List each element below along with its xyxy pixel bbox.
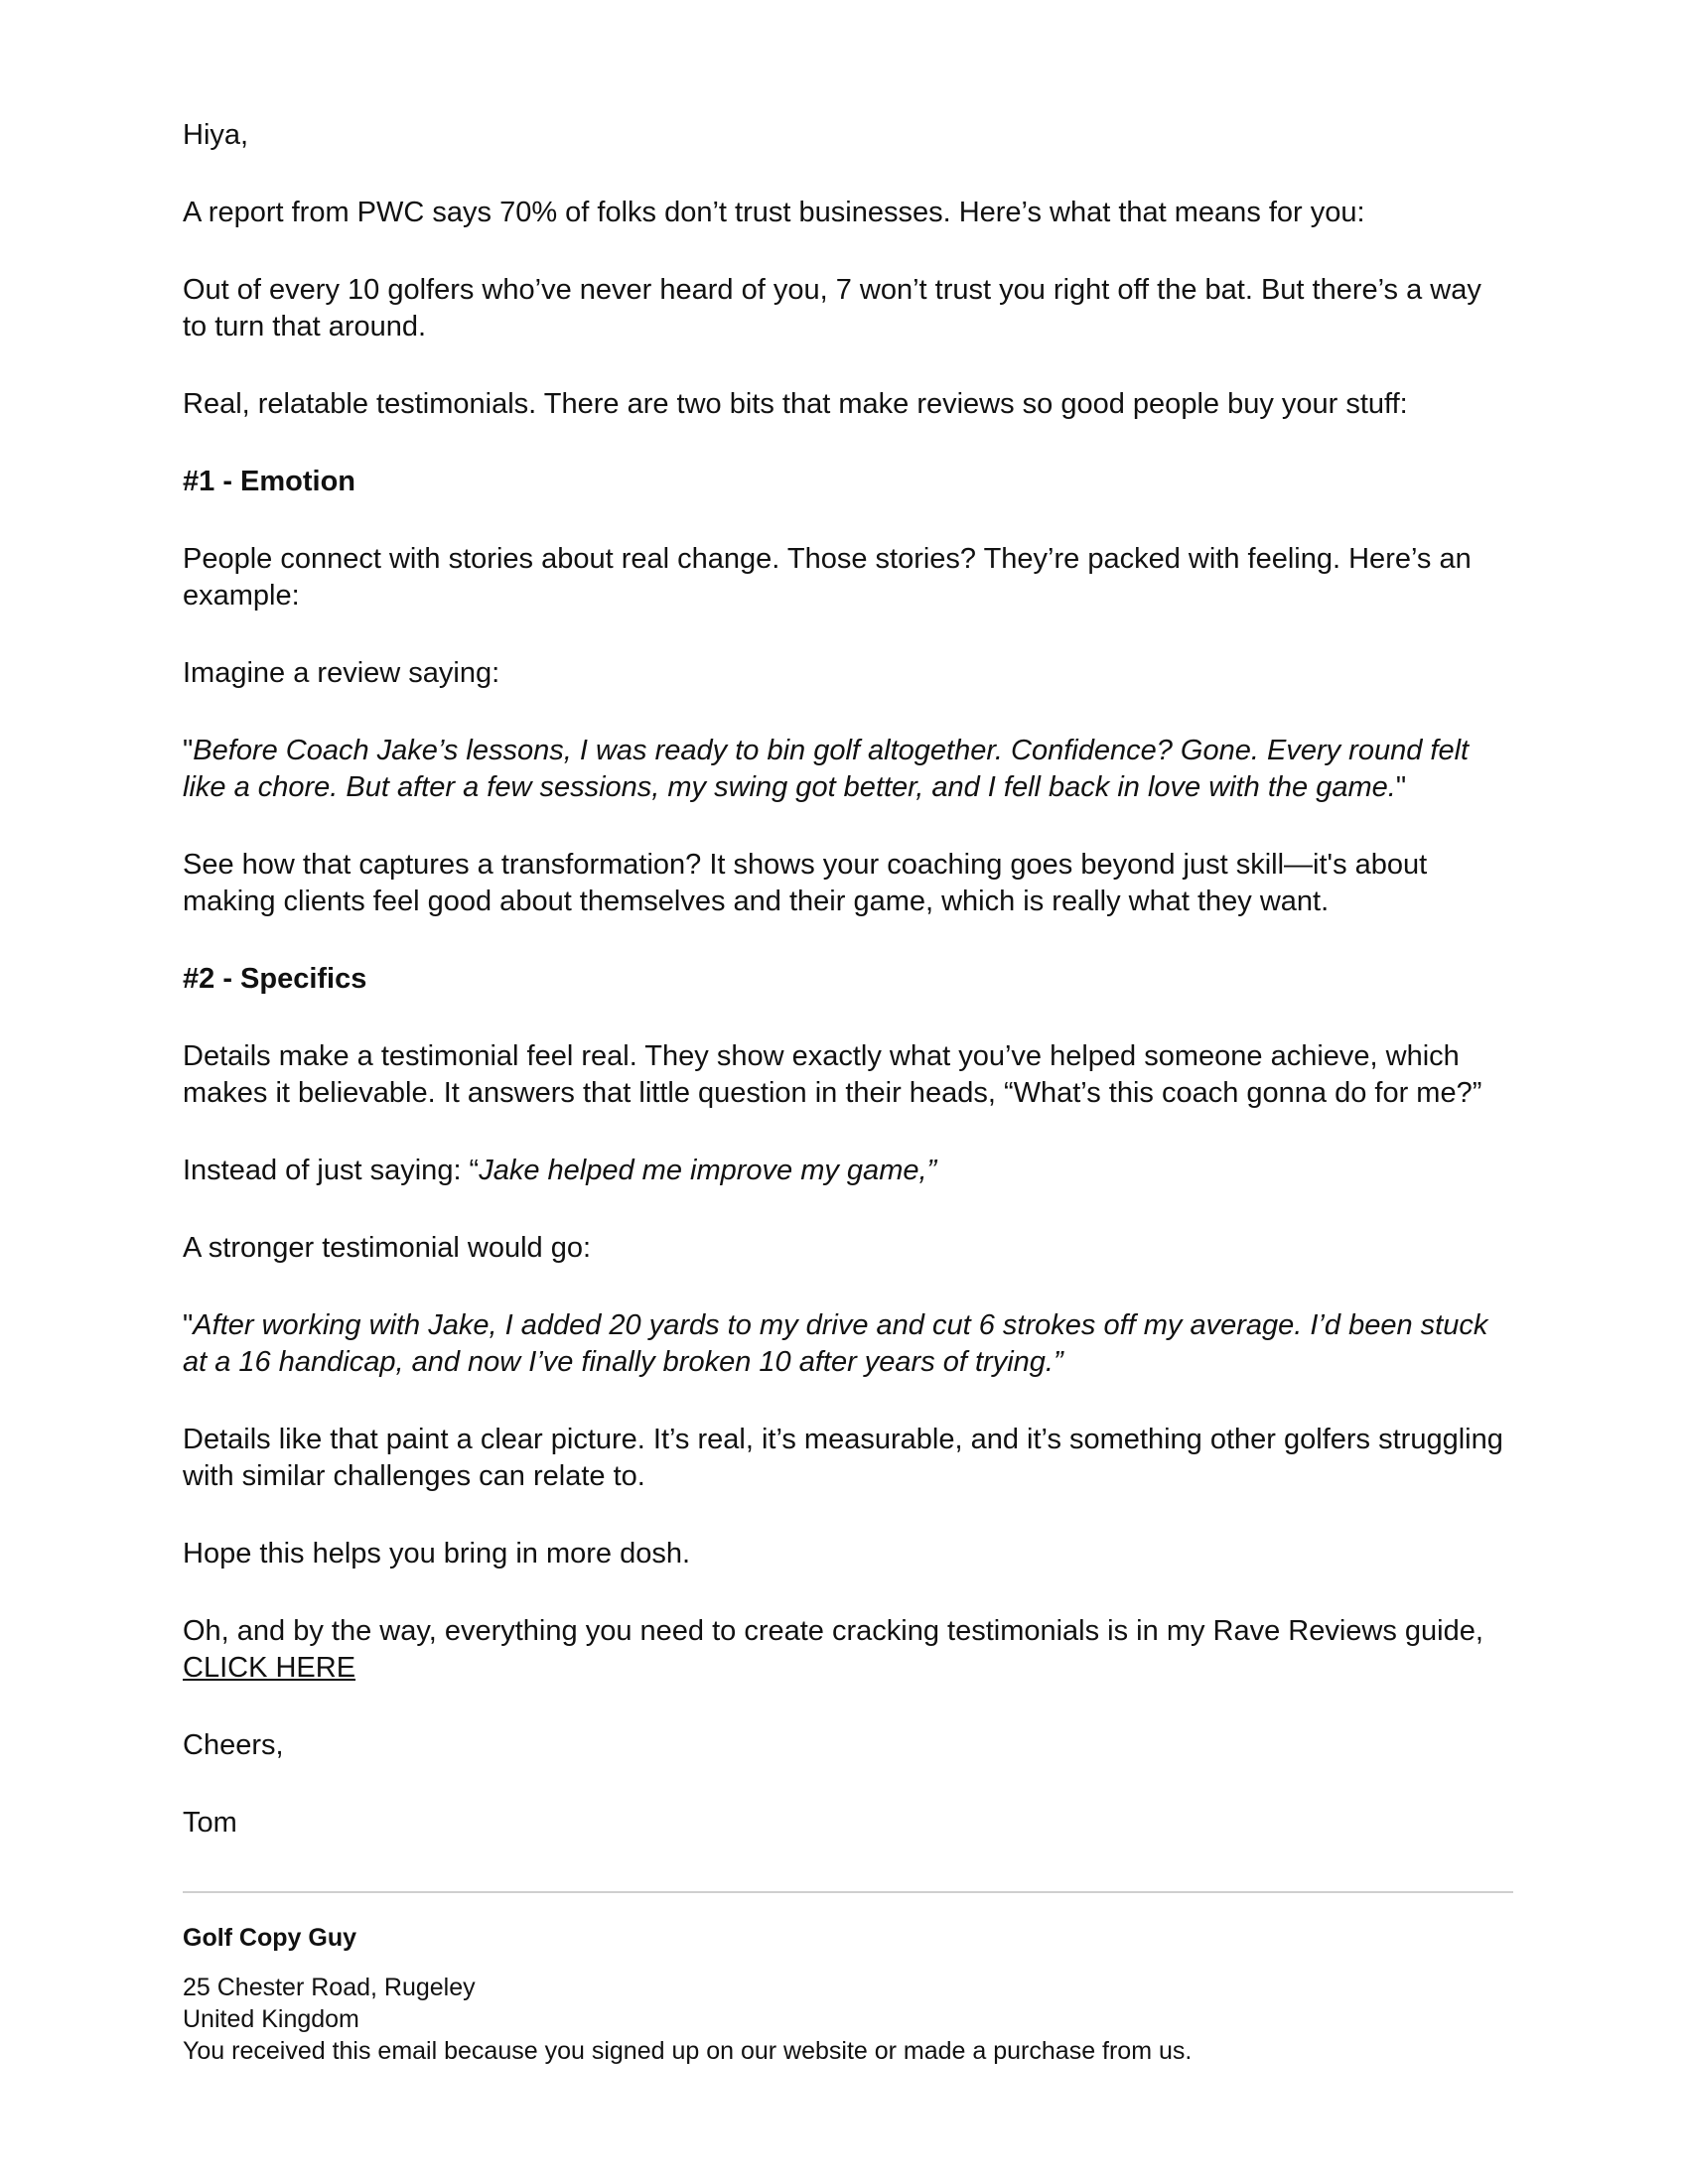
signature: Tom [183, 1807, 237, 1839]
paragraph-imagine: Imagine a review saying: [183, 657, 500, 689]
paragraph-testimonials-intro: Real, relatable testimonials. There are two bits that make reviews so good people buy your stuff: [183, 388, 1408, 420]
click-here-link[interactable]: CLICK HERE [183, 1652, 356, 1684]
paragraph-details: Details make a testimonial feel real. They show exactly what you’ve helped someone achieve, which makes it believable. It answers that little question in their heads, “What’s this coach gonna do for me?” [183, 1040, 1482, 1109]
paragraph-rave-reviews [183, 1613, 1513, 1687]
paragraph-clear-picture: Details like that paint a clear picture. It’s real, it’s measurable, and it’s something other golfers struggling with similar challenges can relate to. [183, 1424, 1503, 1492]
quote-close-mark: " [1395, 771, 1407, 803]
instead-prefix: Instead of just saying: “ [183, 1155, 480, 1186]
quote-open-mark: " [183, 735, 194, 766]
quote2-open-mark: " [183, 1309, 194, 1341]
paragraph-pwc-report: A report from PWC says 70% of folks don’t trust businesses. Here’s what that means for you: [183, 197, 1365, 228]
instead-quote: Jake helped me improve my game,” [479, 1155, 937, 1186]
footer-address-line2: United Kingdom [183, 2005, 359, 2033]
greeting: Hiya, [183, 119, 249, 151]
quote-emotion-text: Before Coach Jake’s lessons, I was ready to bin golf altogether. Confidence? Gone. Every round felt like a chore. But after a few sessions, my swing got better, and I fell back in love with the game. [183, 735, 1470, 803]
footer-company: Golf Copy Guy [183, 1924, 356, 1952]
footer-notice: You received this email because you signed up on our website or made a purchase from us. [183, 2037, 1193, 2065]
rave-reviews-text: Oh, and by the way, everything you need to create cracking testimonials is in my Rave Reviews guide, [183, 1615, 1483, 1647]
signoff: Cheers, [183, 1729, 284, 1761]
paragraph-transformation: See how that captures a transformation? It shows your coaching goes beyond just skill—it's about making clients feel good about themselves and their game, which is really what they want. [183, 849, 1428, 917]
quote-specifics-text: After working with Jake, I added 20 yards to my drive and cut 6 strokes off my average. I’d been stuck at a 16 handicap, and now I’ve finally broken 10 after years of trying.” [183, 1309, 1488, 1378]
paragraph-stronger: A stronger testimonial would go: [183, 1232, 592, 1264]
footer-address-line1: 25 Chester Road, Rugeley [183, 1974, 476, 2001]
email-body [183, 0, 1513, 1842]
paragraph-emotion: People connect with stories about real change. Those stories? They’re packed with feeling. Here’s an example: [183, 543, 1472, 612]
heading-emotion: #1 - Emotion [183, 466, 356, 497]
footer-divider [183, 1891, 1513, 1893]
quote-emotion [183, 733, 1513, 806]
quote-specifics [183, 1307, 1513, 1381]
paragraph-instead [183, 1153, 1513, 1189]
email-footer [183, 1922, 1513, 2067]
email-content [183, 117, 1513, 1842]
paragraph-golfers-trust: Out of every 10 golfers who’ve never heard of you, 7 won’t trust you right off the bat. But there’s a way to turn that around. [183, 274, 1481, 342]
paragraph-dosh: Hope this helps you bring in more dosh. [183, 1538, 691, 1570]
heading-specifics: #2 - Specifics [183, 963, 367, 995]
